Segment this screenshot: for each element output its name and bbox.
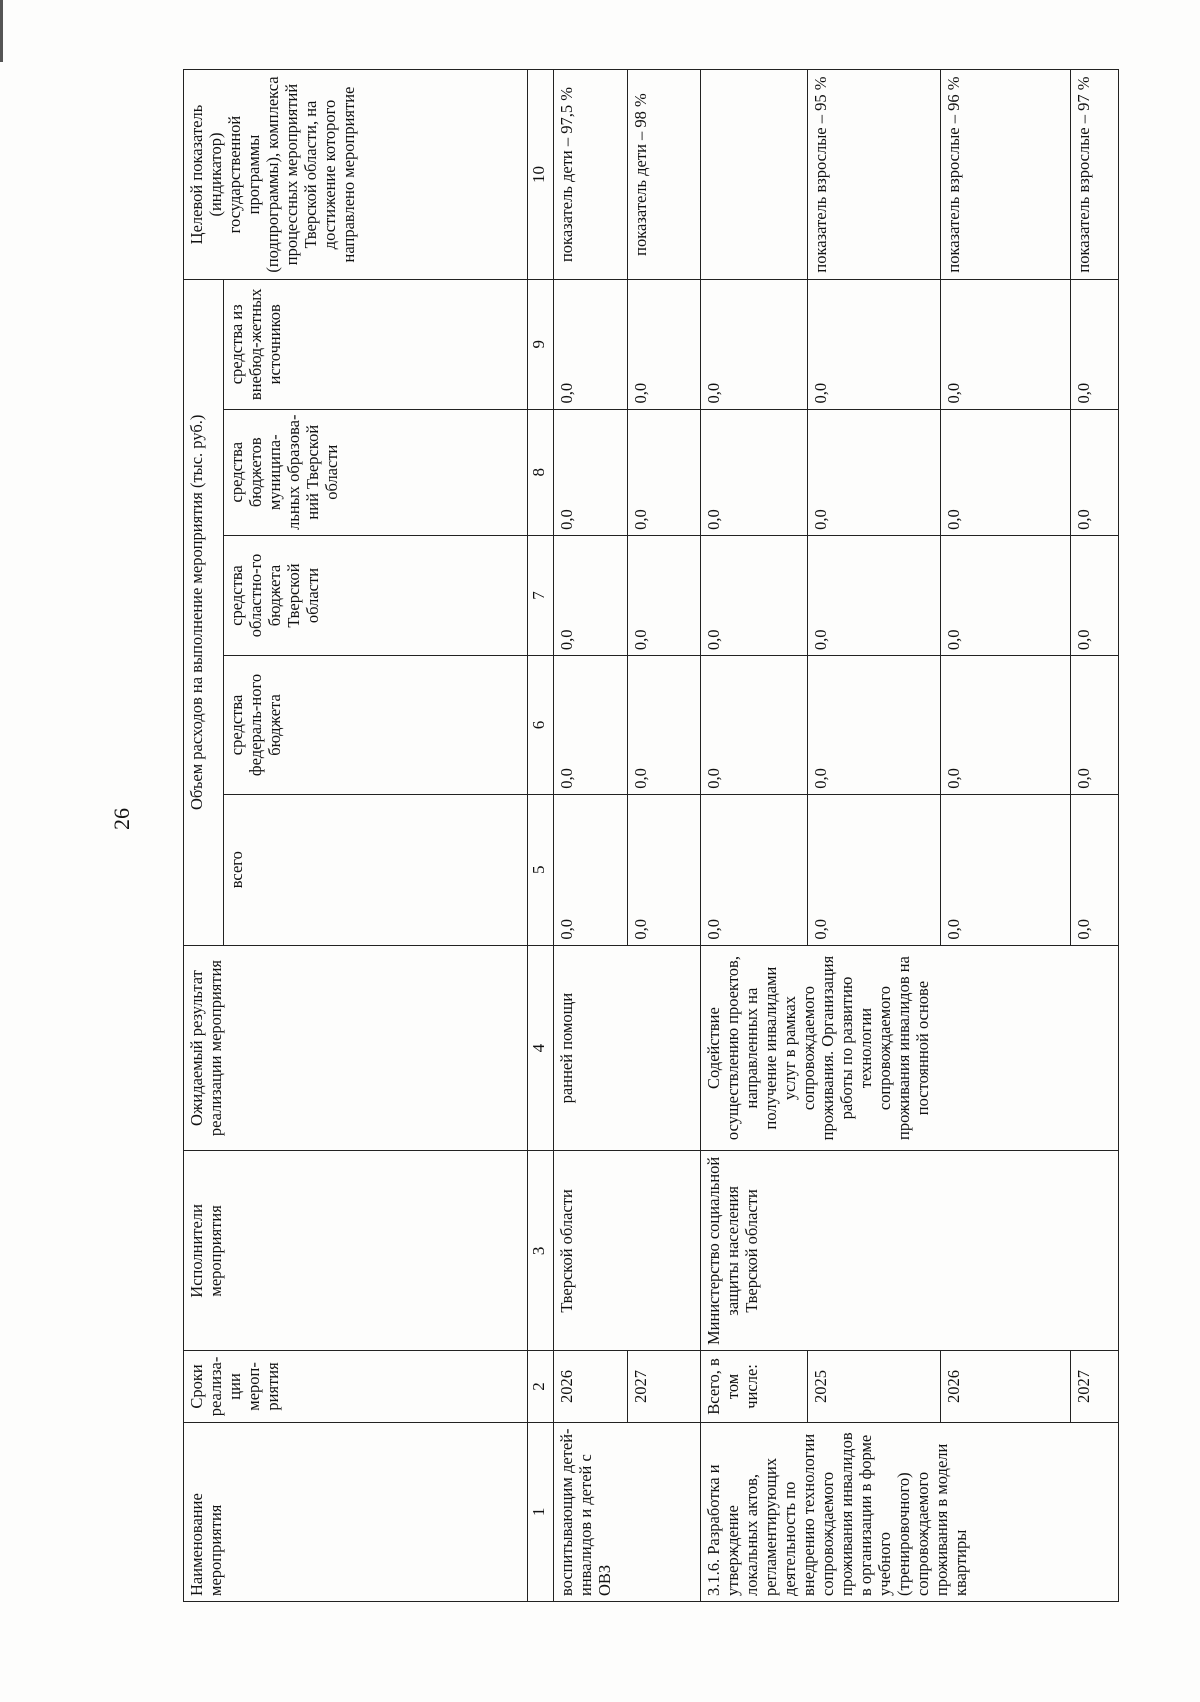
total-value: 0,0 [808, 794, 941, 945]
budget-table [183, 69, 1119, 1602]
regional-value: 0,0 [627, 535, 701, 655]
municipal-value: 0,0 [940, 409, 1071, 535]
rotated-table-wrapper [183, 69, 1119, 1602]
column-number-row [528, 70, 554, 1602]
municipal-value: 0,0 [627, 409, 701, 535]
indicator: показатель дети – 97,5 % [554, 70, 628, 280]
federal-value: 0,0 [627, 656, 701, 795]
header-total: всего [224, 794, 528, 945]
federal-value: 0,0 [554, 656, 628, 795]
column-number: 7 [528, 535, 554, 655]
table-row [627, 70, 701, 1602]
table-row [808, 70, 941, 1602]
total-value: 0,0 [701, 794, 808, 945]
header-executor: Исполнители мероприятия [184, 1151, 528, 1351]
municipal-value: 0,0 [808, 409, 941, 535]
page-number: 26 [109, 808, 134, 830]
federal-value: 0,0 [701, 656, 808, 795]
term: 2025 [808, 1351, 941, 1422]
total-value: 0,0 [940, 794, 1071, 945]
term: 2026 [940, 1351, 1071, 1422]
total-value: 0,0 [554, 794, 628, 945]
term: Всего, в том числе: [701, 1351, 808, 1422]
executor: Тверской области [554, 1151, 701, 1351]
extra-value: 0,0 [808, 280, 941, 409]
table-row [1071, 70, 1119, 1602]
header-extra: средства из внебюд-жетных источников [224, 280, 528, 409]
column-number: 8 [528, 409, 554, 535]
table-row [701, 70, 808, 1602]
column-number: 5 [528, 794, 554, 945]
header-federal: средства федераль-ного бюджета [224, 656, 528, 795]
header-result: Ожидаемый результат реализации мероприятия [184, 945, 528, 1151]
executor: Министерство социальной защиты населения Тверской области [701, 1151, 1119, 1351]
total-value: 0,0 [627, 794, 701, 945]
column-number: 1 [528, 1422, 554, 1601]
federal-value: 0,0 [1071, 656, 1119, 795]
indicator: показатель взрослые – 97 % [1071, 70, 1119, 280]
column-number: 4 [528, 945, 554, 1151]
activity-name: воспитывающим детей-инвалидов и детей с ОВЗ [554, 1422, 701, 1601]
regional-value: 0,0 [701, 535, 808, 655]
regional-value: 0,0 [554, 535, 628, 655]
header-regional: средства областно-го бюджета Тверской области [224, 535, 528, 655]
scan-edge-mark [0, 0, 3, 62]
municipal-value: 0,0 [701, 409, 808, 535]
extra-value: 0,0 [1071, 280, 1119, 409]
term: 2027 [1071, 1351, 1119, 1422]
header-term: Сроки реализа-ции мероп-риятия [184, 1351, 528, 1422]
column-number: 2 [528, 1351, 554, 1422]
header-row [184, 70, 224, 1602]
regional-value: 0,0 [940, 535, 1071, 655]
municipal-value: 0,0 [554, 409, 628, 535]
extra-value: 0,0 [554, 280, 628, 409]
regional-value: 0,0 [808, 535, 941, 655]
indicator: показатель взрослые – 95 % [808, 70, 941, 280]
extra-value: 0,0 [940, 280, 1071, 409]
activity-name: 3.1.6. Разработка и утверждение локальных актов, регламентирующих деятельность по внедрению технологии сопровождаемого проживания инвалидов в организации в форме учебного (тренировочного) сопровождаемого проживания в модели квартиры [701, 1422, 1119, 1601]
total-value: 0,0 [1071, 794, 1119, 945]
term: 2027 [627, 1351, 701, 1422]
extra-value: 0,0 [627, 280, 701, 409]
column-number: 3 [528, 1151, 554, 1351]
extra-value: 0,0 [701, 280, 808, 409]
expected-result: Содействие осуществлению проектов, направленных на получение инвалидами услуг в рамках сопровождаемого проживания. Организация работы по развитию технологии сопровождаемого проживания инвалидов на постоянной основе [701, 945, 1119, 1151]
term: 2026 [554, 1351, 628, 1422]
column-number: 9 [528, 280, 554, 409]
municipal-value: 0,0 [1071, 409, 1119, 535]
expected-result: ранней помощи [554, 945, 701, 1151]
header-municipal: средства бюджетов муниципа-льных образова-ний Тверской области [224, 409, 528, 535]
column-number: 10 [528, 70, 554, 280]
header-name: Наименование мероприятия [184, 1422, 528, 1601]
column-number: 6 [528, 656, 554, 795]
indicator [701, 70, 808, 280]
header-indicator: Целевой показатель (индикатор) государственной программы (подпрограммы), комплекса процессных мероприятий Тверской области, на достижение которого направлено мероприятие [184, 70, 528, 280]
federal-value: 0,0 [940, 656, 1071, 795]
regional-value: 0,0 [1071, 535, 1119, 655]
header-expenses-group: Объем расходов на выполнение мероприятия (тыс. руб.) [184, 280, 224, 946]
indicator: показатель дети – 98 % [627, 70, 701, 280]
table-row [940, 70, 1071, 1602]
indicator: показатель взрослые – 96 % [940, 70, 1071, 280]
table-row [554, 70, 628, 1602]
federal-value: 0,0 [808, 656, 941, 795]
